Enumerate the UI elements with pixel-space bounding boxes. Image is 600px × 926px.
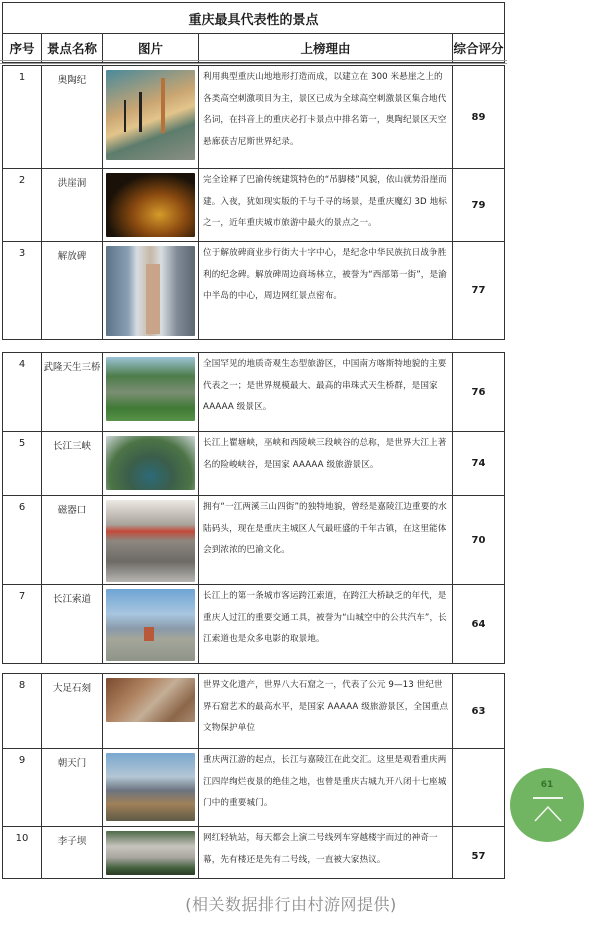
row-name: 洪崖洞 <box>41 169 102 241</box>
row-score-overlapped: 61 <box>540 780 554 790</box>
cableway-photo <box>106 589 195 661</box>
table-row <box>3 66 504 168</box>
jiefangbei-photo <box>106 246 195 336</box>
row-name: 奥陶纪 <box>41 66 102 168</box>
row-reason: 世界文化遗产，世界八大石窟之一，代表了公元 9—13 世纪世界石窟艺术的最高水平，是国家 AAAAA 级旅游景区，全国重点文物保护单位 <box>198 674 452 748</box>
row-image-cell <box>102 585 198 663</box>
chaotianmen-photo <box>106 753 195 821</box>
row-name: 大足石刻 <box>41 674 102 748</box>
row-reason: 重庆两江游的起点，长江与嘉陵江在此交汇。这里是观看重庆两江四岸绚烂夜景的绝佳之地，也曾是重庆古城九开八闭十七座城门中的重要城门。 <box>198 749 452 826</box>
row-index: 2 <box>18 175 26 186</box>
aotaoji-photo <box>106 70 195 160</box>
row-image-cell <box>102 66 198 168</box>
row-image-cell <box>102 827 198 878</box>
ranking-table-part-3 <box>2 673 505 879</box>
back-to-top-button[interactable] <box>510 768 584 842</box>
row-image-cell <box>102 749 198 826</box>
row-score: 70 <box>452 496 504 584</box>
wulong-photo <box>106 357 195 421</box>
liziba-photo <box>106 831 195 875</box>
row-index: 1 <box>18 72 26 83</box>
table-row <box>3 674 504 748</box>
row-index: 7 <box>18 591 26 602</box>
table-row <box>3 584 504 663</box>
ciqikou-photo <box>106 500 195 582</box>
header-reason: 上榜理由 <box>198 34 452 62</box>
table-row <box>3 168 504 241</box>
row-score: 57 <box>452 827 504 878</box>
row-index: 8 <box>18 680 26 691</box>
row-score: 89 <box>452 66 504 168</box>
row-name: 长江三峡 <box>41 432 102 495</box>
table-title-row <box>3 3 504 33</box>
row-image-cell <box>102 169 198 241</box>
row-image-cell <box>102 496 198 584</box>
row-index: 3 <box>18 248 26 259</box>
row-reason: 长江上的第一条城市客运跨江索道，在跨江大桥缺乏的年代，是重庆人过江的重要交通工具，被誉为“山城空中的公共汽车”，长江索道也是众多电影的取景地。 <box>198 585 452 663</box>
table-row <box>3 241 504 339</box>
row-score: 63 <box>452 674 504 748</box>
row-score: 74 <box>452 432 504 495</box>
table-row <box>3 431 504 495</box>
dazu-photo <box>106 678 195 722</box>
row-score: 77 <box>452 242 504 339</box>
table-row <box>3 748 504 826</box>
row-name: 李子坝 <box>41 827 102 878</box>
row-reason: 位于解放碑商业步行街大十字中心，是纪念中华民族抗日战争胜利的纪念碑。解放碑周边商场林立，被誉为“西部第一街”，是渝中半岛的中心，周边网红景点密布。 <box>198 242 452 339</box>
row-name: 长江索道 <box>41 585 102 663</box>
table-row <box>3 826 504 878</box>
hongyadong-photo <box>106 173 195 237</box>
row-index: 4 <box>18 359 26 370</box>
table-row <box>3 495 504 584</box>
header-separator <box>0 60 507 64</box>
row-reason: 网红轻轨站，每天都会上演二号线列车穿越楼宇而过的神奇一幕，先有楼还是先有二号线，一直被大家热议。 <box>198 827 452 878</box>
header-name: 景点名称 <box>41 34 102 62</box>
row-reason: 完全诠释了巴渝传统建筑特色的“吊脚楼”风貌，依山就势沿崖而建。入夜，犹如现实版的千与千寻的场景，是重庆魔幻 3D 地标之一，近年重庆城市旅游中最火的景点之一。 <box>198 169 452 241</box>
ranking-table-header <box>2 2 505 63</box>
row-reason: 长江上瞿塘峡，巫峡和西陵峡三段峡谷的总称，是世界大江上著名的险峻峡谷，是国家 AAAAA 级旅游景区。 <box>198 432 452 495</box>
data-source-caption: (相关数据排行由村游网提供) <box>185 895 397 914</box>
header-index: 序号 <box>9 41 35 56</box>
row-index: 5 <box>18 438 26 449</box>
row-index: 6 <box>18 502 26 513</box>
row-image-cell <box>102 353 198 431</box>
header-score: 综合评分 <box>452 34 504 62</box>
table-title: 重庆最具代表性的景点 <box>188 12 319 28</box>
top-bar-icon <box>533 797 563 799</box>
row-reason: 全国罕见的地质奇观生态型旅游区，中国南方喀斯特地貌的主要代表之一；是世界规模最大、最高的串珠式天生桥群，是国家 AAAAA 级景区。 <box>198 353 452 431</box>
three-gorges-photo <box>106 436 195 490</box>
row-score: 64 <box>452 585 504 663</box>
row-score: 79 <box>452 169 504 241</box>
row-reason: 利用典型重庆山地地形打造而成，以建立在 300 米悬崖之上的各类高空刺激项目为主，景区已成为全球高空刺激景区集合地代名词，在抖音上的重庆必打卡景点中排名第一，奥陶纪景区天空悬廊获吉尼斯世界纪录。 <box>198 66 452 168</box>
row-reason: 拥有“一江两溪三山四街”的独特地貌，曾经是嘉陵江边重要的水陆码头，现在是重庆主城区人气最旺盛的千年古镇，在这里能体会到浓浓的巴渝文化。 <box>198 496 452 584</box>
row-score: 76 <box>452 353 504 431</box>
row-name: 武隆天生三桥 <box>41 353 102 431</box>
ranking-table-part-2 <box>2 352 505 664</box>
row-name: 磁器口 <box>41 496 102 584</box>
chevron-up-icon <box>534 804 562 822</box>
row-image-cell <box>102 674 198 748</box>
row-index: 10 <box>15 833 29 844</box>
row-name: 解放碑 <box>41 242 102 339</box>
column-header-row <box>3 33 504 62</box>
table-row <box>3 353 504 431</box>
row-image-cell <box>102 432 198 495</box>
row-name: 朝天门 <box>41 749 102 826</box>
row-index: 9 <box>18 755 26 766</box>
row-score <box>452 749 504 826</box>
header-image: 图片 <box>102 34 198 62</box>
row-image-cell <box>102 242 198 339</box>
ranking-table-part-1 <box>2 65 505 340</box>
